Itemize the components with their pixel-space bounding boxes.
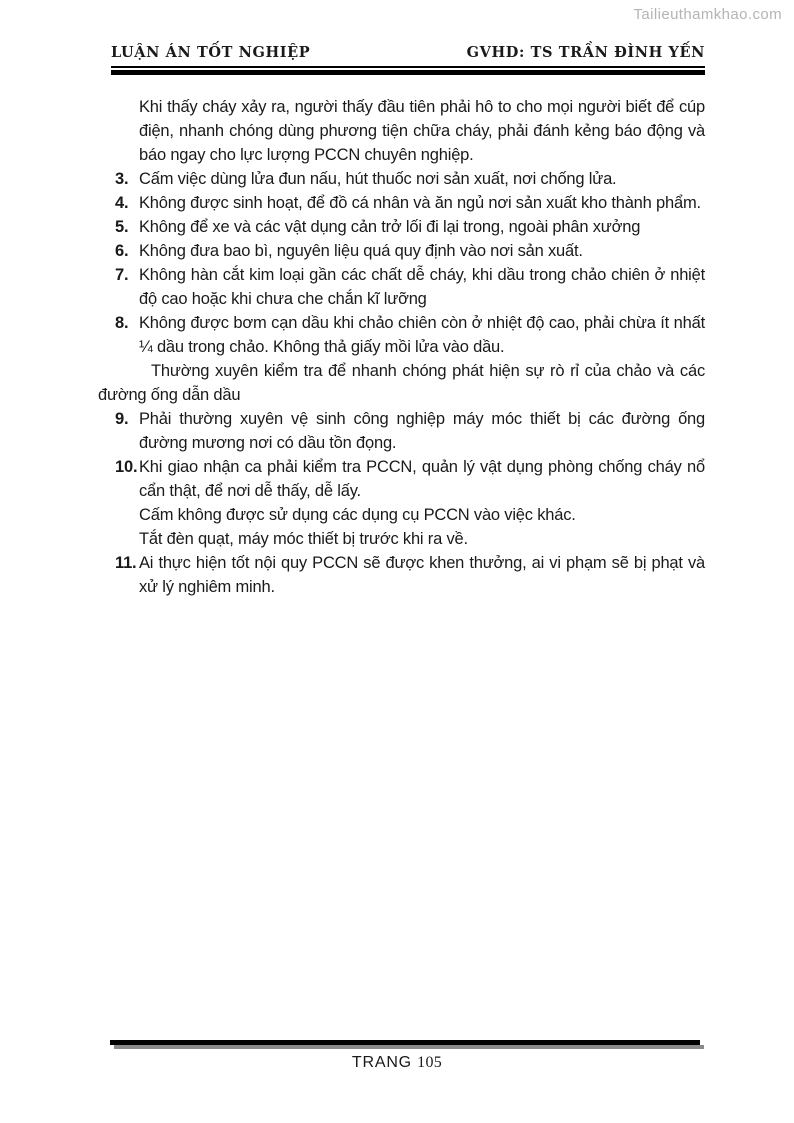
list-item [111,551,705,599]
item-sub-paragraph: Thường xuyên kiểm tra để nhanh chóng phát hiện sự rò rỉ của chảo và các đường ống dẫn dầu [98,362,705,404]
header-left-title: LUẬN ÁN TỐT NGHIỆP [111,44,311,61]
list-item [111,311,705,359]
list-item [111,167,705,191]
item-number: 5. [115,218,129,236]
intro-paragraph: Khi thấy cháy xảy ra, người thấy đầu tiên phải hô to cho mọi người biết để cúp điện, nhanh chóng dùng phương tiện chữa cháy, phải đánh kẻng báo động và báo ngay cho lực lượng PCCN chuyên nghiệp. [139,98,705,164]
header-right-title: GVHD: TS TRẦN ĐÌNH YẾN [466,44,705,61]
item-text: Không hàn cắt kim loại gần các chất dễ cháy, khi dầu trong chảo chiên ở nhiệt độ cao hoặc khi chưa che chắn kĩ lưỡng [139,266,705,308]
page-label: TRANG [351,1054,412,1071]
item-number: 9. [115,410,129,428]
item-text: Không được sinh hoạt, để đồ cá nhân và ăn ngủ nơi sản xuất kho thành phẩm. [139,194,701,212]
footer-rule [110,1040,700,1049]
item-number: 10. [115,458,138,476]
list-item [111,215,705,239]
item-text: Không đưa bao bì, nguyên liệu quá quy định vào nơi sản xuất. [139,242,583,260]
list-item [111,407,705,455]
item-text: Phải thường xuyên vệ sinh công nghiệp máy móc thiết bị các đường ống đường mương nơi có dầu tồn đọng. [139,410,705,452]
page-number: 105 [417,1054,443,1071]
footer-rule-shadow-bar [114,1045,704,1049]
list-item [111,263,705,311]
list-item [111,191,705,215]
item-number: 11. [115,554,137,572]
header-rule-thick-line [111,70,705,75]
watermark-text: Tailieuthamkhao.com [633,6,782,23]
header-rule-thin-line [111,66,705,68]
item-extra-line: Tắt đèn quạt, máy móc thiết bị trước khi ra về. [139,530,468,548]
item-text: Ai thực hiện tốt nội quy PCCN sẽ được khen thưởng, ai vi phạm sẽ bị phạt và xử lý nghiêm minh. [139,554,705,596]
item-number: 8. [115,314,129,332]
item-number: 6. [115,242,129,260]
list-item [111,239,705,263]
document-body [98,95,705,599]
item-number: 3. [115,170,129,188]
page-footer [0,1054,794,1072]
item-number: 7. [115,266,129,284]
item-text-group [139,455,705,551]
item-extra-line: Cấm không được sử dụng các dụng cụ PCCN vào việc khác. [139,506,576,524]
item-text: Không được bơm cạn dầu khi chảo chiên còn ở nhiệt độ cao, phải chừa ít nhất ¼ dầu trong chảo. Không thả giấy mồi lửa vào dầu. [139,314,705,356]
list-item [111,455,705,551]
item-text: Khi giao nhận ca phải kiểm tra PCCN, quản lý vật dụng phòng chống cháy nổ cẩn thật, để nơi dễ thấy, dễ lấy. [139,458,705,500]
item-text: Không để xe và các vật dụng cản trở lối đi lại trong, ngoài phân xưởng [139,218,641,236]
item-text: Cấm việc dùng lửa đun nấu, hút thuốc nơi sản xuất, nơi chống lửa. [139,170,617,188]
item-number: 4. [115,194,129,212]
page-header [111,44,705,61]
header-rule [111,66,705,75]
